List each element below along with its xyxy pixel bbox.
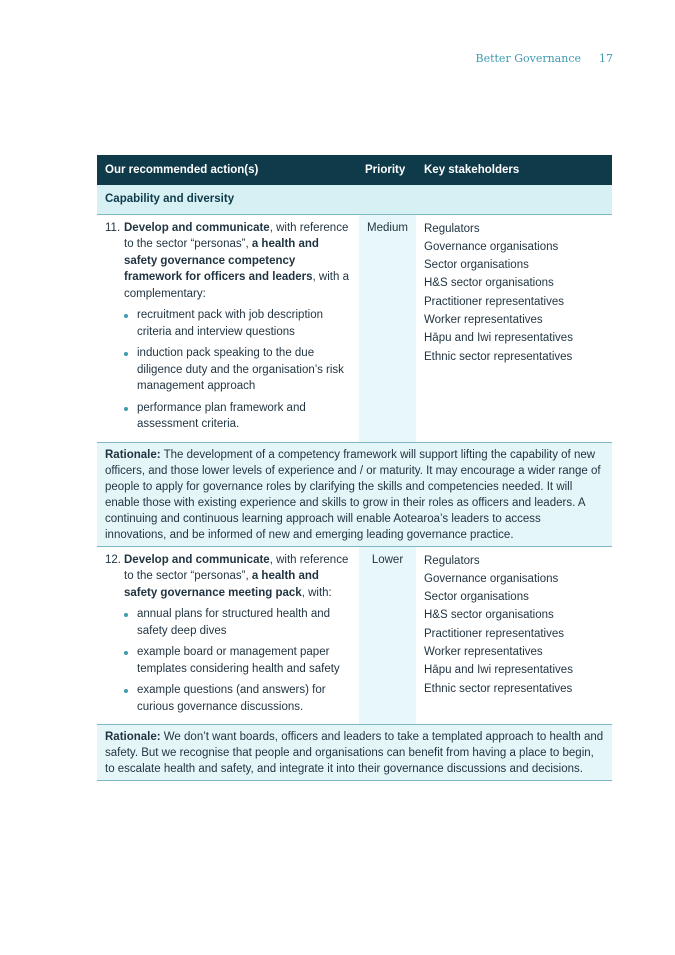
action-cell [97, 214, 359, 442]
action-text: Develop and communicate, with reference to the sector “personas”, a health and safety governance competency framework for officers and leaders, with a complementary: [124, 221, 349, 300]
action-text: Develop and communicate, with reference to the sector “personas”, a health and safety governance meeting pack, with: [124, 553, 349, 599]
action-bullet-list [105, 307, 351, 433]
stakeholder-item: H&S sector organisations [424, 609, 554, 622]
rationale-row [97, 725, 612, 781]
section-title: Better Governance [475, 52, 581, 65]
action-cell [97, 546, 359, 725]
priority-cell: Lower [359, 546, 416, 725]
stakeholder-item: Governance organisations [424, 572, 559, 585]
action-bullet-list [105, 606, 351, 715]
stakeholders-cell [416, 546, 612, 725]
rationale-row [97, 442, 612, 546]
stakeholder-item: Regulators [424, 222, 480, 235]
column-header-actions: Our recommended action(s) [97, 155, 359, 185]
rationale-text: Rationale: We don’t want boards, officers and leaders to take a templated approach to health and safety. But we recognise that people and organisations can benefit from having a place to begin, to escalate health and safety, and integrate it into their governance discussions and decisions. [97, 725, 612, 781]
stakeholder-item: Ethnic sector representatives [424, 682, 573, 695]
stakeholders-cell [416, 214, 612, 442]
priority-cell: Medium [359, 214, 416, 442]
table-header-row [97, 155, 612, 185]
stakeholder-item: Hāpu and Iwi representatives [424, 332, 573, 345]
section-heading: Capability and diversity [97, 185, 612, 214]
bullet-item: performance plan framework and assessment criteria. [124, 400, 351, 433]
stakeholder-item: Sector organisations [424, 591, 529, 604]
running-header [476, 52, 614, 65]
section-row [97, 185, 612, 214]
stakeholder-item: Regulators [424, 554, 480, 567]
action-row [97, 214, 612, 442]
bullet-item: example board or management paper templates considering health and safety [124, 644, 351, 677]
page-number: 17 [599, 52, 613, 65]
stakeholder-item: Governance organisations [424, 240, 559, 253]
bullet-item: annual plans for structured health and safety deep dives [124, 606, 351, 639]
stakeholder-item: Hāpu and Iwi representatives [424, 664, 573, 677]
stakeholder-item: Worker representatives [424, 313, 543, 326]
stakeholder-item: Practitioner representatives [424, 627, 564, 640]
column-header-stakeholders: Key stakeholders [416, 155, 612, 185]
stakeholder-list [424, 552, 604, 698]
action-number: 11. [105, 221, 121, 234]
stakeholder-item: Practitioner representatives [424, 295, 564, 308]
column-header-priority: Priority [359, 155, 416, 185]
bullet-item: example questions (and answers) for curious governance discussions. [124, 682, 351, 715]
rationale-text: Rationale: The development of a competency framework will support lifting the capability of new officers, and those lower levels of experience and / or maturity. It may encourage a wider range of people to apply for governance roles by clarifying the skills and competencies needed. It will enable those with existing experience and skills to grow in their roles as officers and leaders. A continuing and continuous learning approach will enable Aotearoa’s leaders to access innovations, and be informed of new and emerging leading governance practice. [97, 442, 612, 546]
bullet-item: recruitment pack with job description criteria and interview questions [124, 307, 351, 340]
action-number: 12. [105, 553, 121, 566]
stakeholder-item: Worker representatives [424, 645, 543, 658]
stakeholder-item: Sector organisations [424, 259, 529, 272]
bullet-item: induction pack speaking to the due diligence duty and the organisation’s risk management approach [124, 345, 351, 395]
stakeholder-item: H&S sector organisations [424, 277, 554, 290]
stakeholder-item: Ethnic sector representatives [424, 350, 573, 363]
action-row [97, 546, 612, 725]
recommendations-table [97, 155, 612, 781]
stakeholder-list [424, 220, 604, 366]
